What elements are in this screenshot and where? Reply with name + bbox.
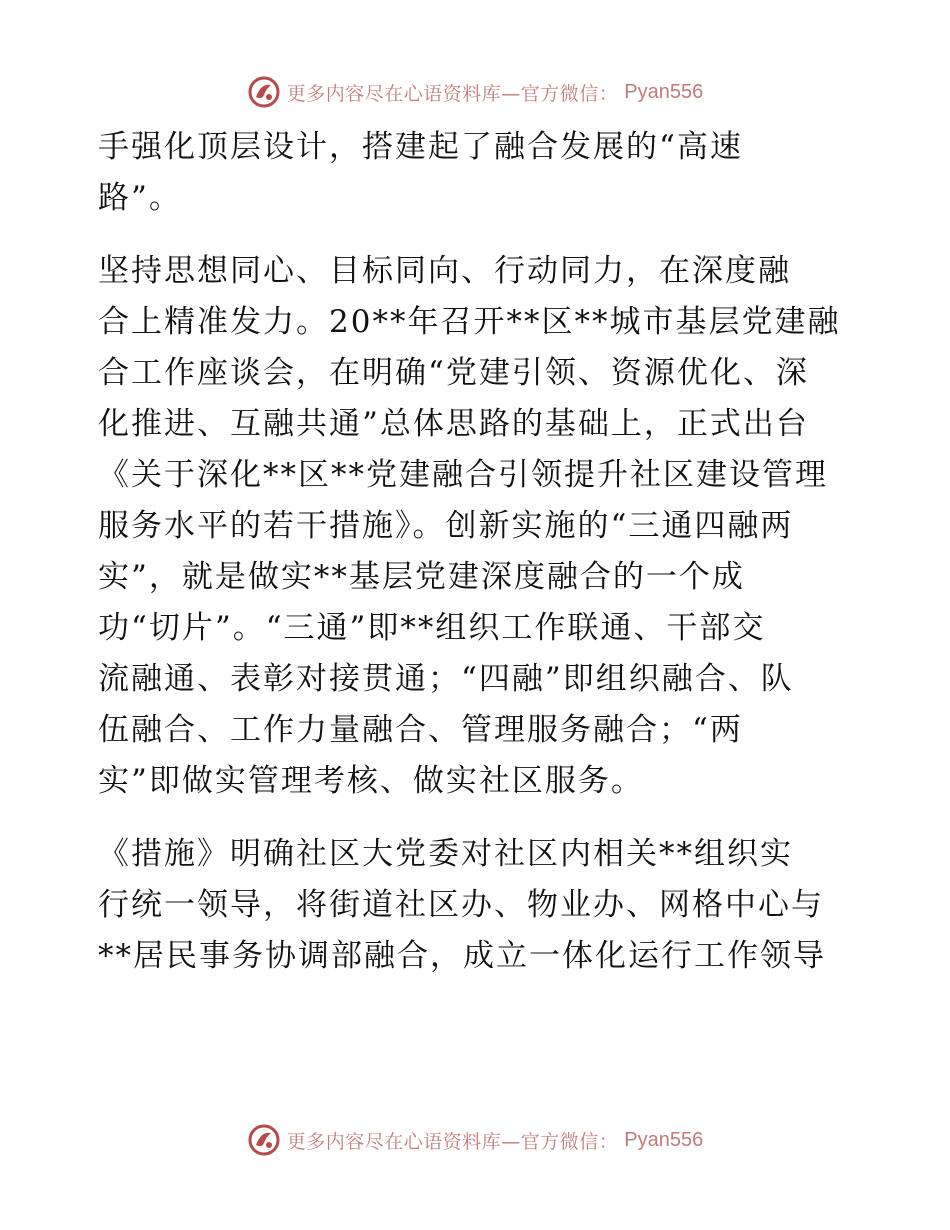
text-line: 流融通、表彰对接贯通；“四融”即组织融合、队 xyxy=(98,661,794,697)
paragraph-1 xyxy=(98,122,858,224)
text-line: 实”，就是做实**基层党建深度融合的一个成 xyxy=(98,559,745,595)
watermark-text: 更多内容尽在心语资料库—官方微信： xyxy=(286,82,619,105)
text-line: 《措施》明确社区大党委对社区内相关**组织实 xyxy=(98,836,793,872)
paragraph-2 xyxy=(98,246,858,807)
text-line: 《关于深化**区**党建融合引领提升社区建设管理 xyxy=(98,457,828,493)
footer-watermark-banner xyxy=(0,1120,950,1160)
text-line: 行统一领导，将街道社区办、物业办、网格中心与 xyxy=(98,887,824,923)
header-watermark-banner xyxy=(0,72,950,112)
text-line: 合上精准发力。20**年召开**区**城市基层党建融 xyxy=(98,304,841,340)
seal-logo-icon xyxy=(247,1123,281,1157)
text-line: 坚持思想同心、目标同向、行动同力，在深度融 xyxy=(98,253,791,289)
paragraph-spacer xyxy=(98,807,858,829)
text-line: 路”。 xyxy=(98,180,182,216)
text-line: 服务水平的若干措施》。创新实施的“三通四融两 xyxy=(98,508,794,544)
watermark-wechat-id: Pyan556 xyxy=(624,80,704,103)
document-body xyxy=(98,122,858,982)
text-line: 手强化顶层设计，搭建起了融合发展的“高速 xyxy=(98,129,743,165)
text-line: 化推进、互融共通”总体思路的基础上，正式出台 xyxy=(98,406,809,442)
text-line: 伍融合、工作力量融合、管理服务融合；“两 xyxy=(98,712,743,748)
watermark-wechat-id: Pyan556 xyxy=(624,1128,704,1151)
text-line: 功“切片”。“三通”即**组织工作联通、干部交 xyxy=(98,610,766,646)
seal-logo-icon xyxy=(247,75,281,109)
text-line: **居民事务协调部融合，成立一体化运行工作领导 xyxy=(98,938,826,974)
text-line: 实”即做实管理考核、做实社区服务。 xyxy=(98,763,644,799)
text-line: 合工作座谈会，在明确“党建引领、资源优化、深 xyxy=(98,355,809,391)
paragraph-3 xyxy=(98,829,858,982)
watermark-text: 更多内容尽在心语资料库—官方微信： xyxy=(286,1130,619,1153)
paragraph-spacer xyxy=(98,224,858,246)
